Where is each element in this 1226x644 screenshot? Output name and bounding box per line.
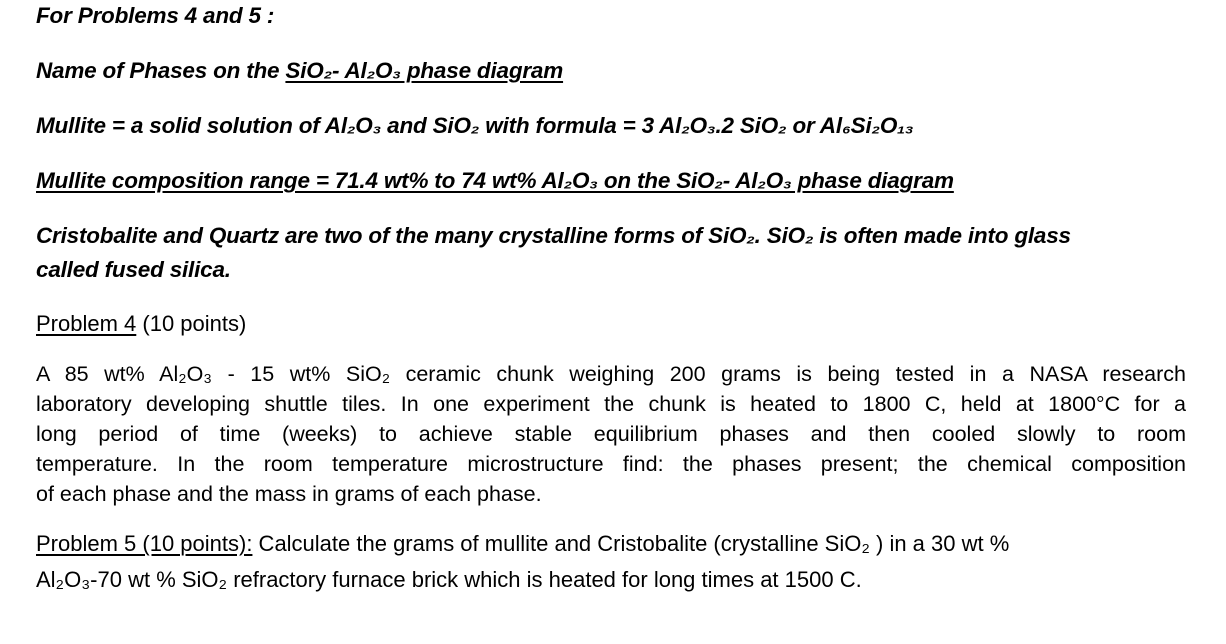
phases-diagram-link-text: SiO₂- Al₂O₃ phase diagram xyxy=(285,58,564,83)
problem5-line-1 xyxy=(36,530,1009,558)
problem5-title: Problem 5 (10 points): xyxy=(36,531,253,556)
mullite-composition-range: Mullite composition range = 71.4 wt% to 74 wt% Al₂O₃ on the SiO₂- Al₂O₃ phase diagram xyxy=(36,168,954,193)
mullite-definition: Mullite = a solid solution of Al₂O₃ and SiO₂ with formula = 3 Al₂O₃.2 SiO₂ or Al₆Si₂O₁₃ xyxy=(36,113,914,138)
problem4-heading xyxy=(36,310,246,338)
phases-line xyxy=(36,57,563,85)
problem4-line: laboratory developing shuttle tiles. In one experiment the chunk is heated to 1800 C, held at 1800°C for a xyxy=(36,392,1186,416)
problem5-text: Calculate the grams of mullite and Cristobalite (crystalline SiO₂ ) in a 30 wt % xyxy=(252,531,1010,556)
problem4-title: Problem 4 xyxy=(36,311,137,336)
problem4-body xyxy=(36,359,1186,509)
problem4-line: long period of time (weeks) to achieve stable equilibrium phases and then cooled slowly to room xyxy=(36,422,1186,446)
problem5-line-2: Al₂O₃-70 wt % SiO₂ refractory furnace brick which is heated for long times at 1500 C. xyxy=(36,567,862,592)
problem4-points: (10 points) xyxy=(136,311,247,336)
problem4-line: A 85 wt% Al₂O₃ - 15 wt% SiO₂ ceramic chunk weighing 200 grams is being tested in a NASA research xyxy=(36,362,1186,386)
phases-prefix: Name of Phases on the xyxy=(36,58,286,83)
problem4-line: temperature. In the room temperature microstructure find: the phases present; the chemical composition xyxy=(36,452,1186,476)
cristobalite-line-2: called fused silica. xyxy=(36,257,231,282)
problem4-line: of each phase and the mass in grams of each phase. xyxy=(36,482,542,506)
cristobalite-line-1: Cristobalite and Quartz are two of the many crystalline forms of SiO₂. SiO₂ is often made into glass xyxy=(36,223,1071,248)
heading: For Problems 4 and 5 : xyxy=(36,3,275,28)
